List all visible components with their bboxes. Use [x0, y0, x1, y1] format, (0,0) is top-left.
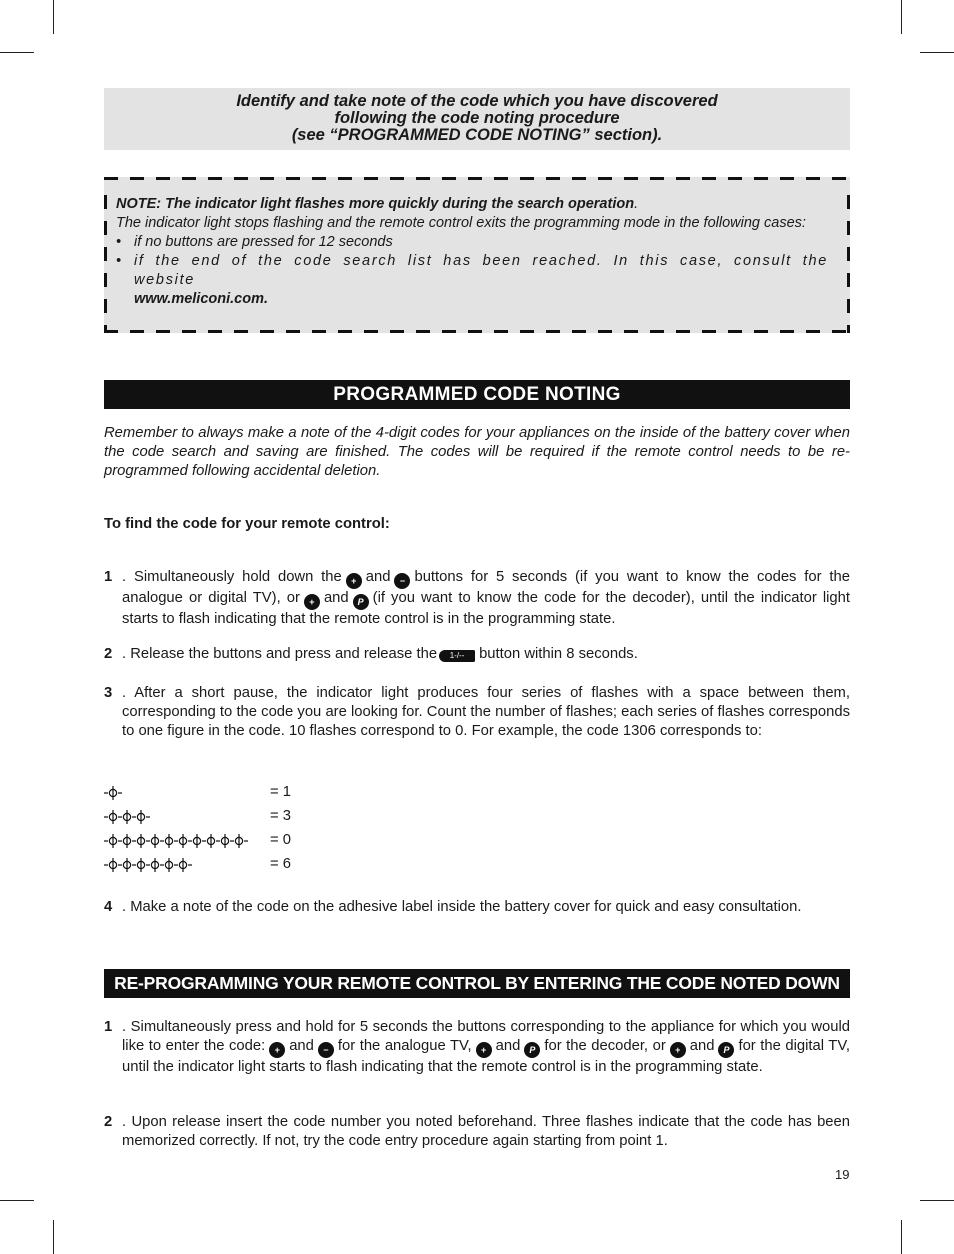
banner-line-2: following the code noting procedure [334, 109, 620, 127]
flash-digit-value: = 1 [270, 784, 291, 800]
banner-line-1: Identify and take note of the code which you have discovered [236, 92, 718, 110]
step-1 [104, 568, 850, 629]
flash-digit-value: = 6 [270, 856, 291, 872]
flash-row [104, 832, 304, 852]
flash-icon [193, 834, 200, 848]
crop-mark [920, 1200, 954, 1201]
step-text: . After a short pause, the indicator light produces four series of flashes with a space between them, corresponding to the code you are looking for. Count the number of flashes; each series of flashes corresponds to one figure in the code. 10 flashes correspond to 0. For example, the code 1306 corresponds to: [122, 685, 850, 740]
note-border-top [104, 177, 850, 180]
flash-icon [221, 834, 228, 848]
step-text [122, 568, 850, 629]
plus-icon: + [269, 1042, 285, 1058]
crop-mark [901, 0, 902, 34]
flash-icon [151, 858, 158, 872]
note-bullet [116, 233, 828, 252]
step-text-part: for the decoder, or [544, 1038, 666, 1055]
info-banner [104, 88, 850, 150]
flash-icon [109, 810, 116, 824]
note-line: The indicator light stops flashing and the remote control exits the programming mode in the following cases: [116, 215, 806, 231]
plus-p-icon: + [304, 594, 320, 610]
flash-icon [137, 810, 144, 824]
plus-icon: + [670, 1042, 686, 1058]
step-text [122, 1018, 850, 1077]
flash-row [104, 808, 304, 828]
step-text-part: (if you want to know the code for the decoder), until the indicator light starts to flash indicating that the remote control is in the programming state. [122, 590, 850, 627]
section-title-code-noting: PROGRAMMED CODE NOTING [104, 380, 850, 409]
step-text-part: and [365, 569, 391, 585]
note-heading: NOTE: The indicator light flashes more quickly during the search operation [116, 196, 635, 212]
step-text-part: for the analogue TV, [337, 1038, 472, 1055]
flash-sequence [104, 858, 194, 872]
bullet-mark: • [116, 234, 122, 250]
flash-icon [123, 810, 130, 824]
flash-digit-value: = 0 [270, 832, 291, 848]
step-text-part: button within 8 seconds. [479, 646, 638, 662]
step-text-part: . Release the buttons and press and release the [122, 646, 438, 662]
note-border-bottom [104, 330, 850, 333]
flash-icon [235, 834, 242, 848]
step-4 [104, 898, 850, 917]
flash-digit-value: = 3 [270, 808, 291, 824]
p-icon: P [524, 1042, 540, 1058]
reprogram-step-2 [104, 1113, 850, 1151]
step-text [122, 645, 850, 664]
note-content [116, 195, 828, 309]
step-3 [104, 684, 850, 742]
note-bullet [116, 252, 828, 309]
banner-line-3: (see “PROGRAMMED CODE NOTING” section). [291, 126, 663, 144]
plus-icon: + [346, 573, 362, 589]
step-text-part: for the digital TV, until the indicator light starts to flash indicating that the remote control is in the programming state. [122, 1038, 850, 1076]
flash-row [104, 784, 304, 804]
step-number: 1 [104, 1019, 113, 1035]
flash-sequence [104, 786, 124, 800]
website-link[interactable]: www.meliconi.com. [134, 291, 269, 307]
flash-icon [137, 858, 144, 872]
note-border-right [847, 195, 850, 333]
flash-icon [137, 834, 144, 848]
flash-icon [179, 858, 186, 872]
minus-icon: − [318, 1042, 334, 1058]
crop-mark [920, 52, 954, 53]
subheading: To find the code for your remote control: [104, 516, 390, 532]
note-heading-end: . [634, 196, 639, 212]
step-number: 3 [104, 685, 113, 701]
bullet-mark: • [116, 253, 122, 269]
page-number: 19 [835, 1167, 850, 1182]
one-dash-key-icon: 1-/-- [439, 650, 475, 662]
flash-icon [165, 834, 172, 848]
step-number: 2 [104, 646, 113, 662]
flash-icon [123, 858, 130, 872]
flash-icon [165, 858, 172, 872]
step-text: . Make a note of the code on the adhesive label inside the battery cover for quick and easy consultation. [122, 899, 802, 915]
p-icon: P [353, 594, 369, 610]
crop-mark [53, 1220, 54, 1254]
reprogram-step-1 [104, 1018, 850, 1077]
intro-paragraph: Remember to always make a note of the 4-digit codes for your appliances on the inside of the battery cover when the code search and saving are finished. The codes will be required if the remote control needs to be re-programmed following accidental deletion. [104, 425, 850, 479]
flash-row [104, 856, 304, 876]
step-text: . Upon release insert the code number you noted beforehand. Three flashes indicate that the code has been memorized correctly. If not, try the code entry procedure again starting from point 1. [122, 1114, 850, 1150]
step-text-part: and [323, 590, 349, 606]
step-number: 4 [104, 899, 113, 915]
p-icon: P [718, 1042, 734, 1058]
step-number: 2 [104, 1114, 113, 1130]
flash-sequence [104, 834, 250, 848]
crop-mark [0, 52, 34, 53]
flash-icon [109, 834, 116, 848]
flash-icon [109, 858, 116, 872]
flash-icon [151, 834, 158, 848]
bullet-text: if no buttons are pressed for 12 seconds [134, 234, 393, 250]
step-text-part: . Simultaneously press and hold for 5 seconds the buttons corresponding to the appliance for which you would like to enter the code: [122, 1019, 850, 1055]
plus-p-icon: + [476, 1042, 492, 1058]
flash-icon [179, 834, 186, 848]
crop-mark [901, 1220, 902, 1254]
step-2 [104, 645, 850, 664]
crop-mark [53, 0, 54, 34]
flash-icon [123, 834, 130, 848]
minus-icon: − [394, 573, 410, 589]
step-text-part: . Simultaneously hold down the [122, 569, 342, 585]
note-box [104, 177, 850, 333]
note-border-left [104, 195, 107, 333]
section-title-reprogramming: RE-PROGRAMMING YOUR REMOTE CONTROL BY ENTERING THE CODE NOTED DOWN [104, 969, 850, 998]
flash-icon [207, 834, 214, 848]
bullet-text: if the end of the code search list has been reached. In this case, consult the website [134, 253, 828, 288]
step-text-part: buttons for 5 seconds (if you want to know the codes for the analogue or digital TV), or [122, 569, 850, 606]
step-text-part: and [495, 1038, 521, 1055]
step-number: 1 [104, 569, 113, 585]
flash-sequence [104, 810, 152, 824]
step-text-part: and [289, 1038, 314, 1055]
crop-mark [0, 1200, 34, 1201]
flash-icon [109, 786, 116, 800]
step-text-part: and [689, 1038, 715, 1055]
